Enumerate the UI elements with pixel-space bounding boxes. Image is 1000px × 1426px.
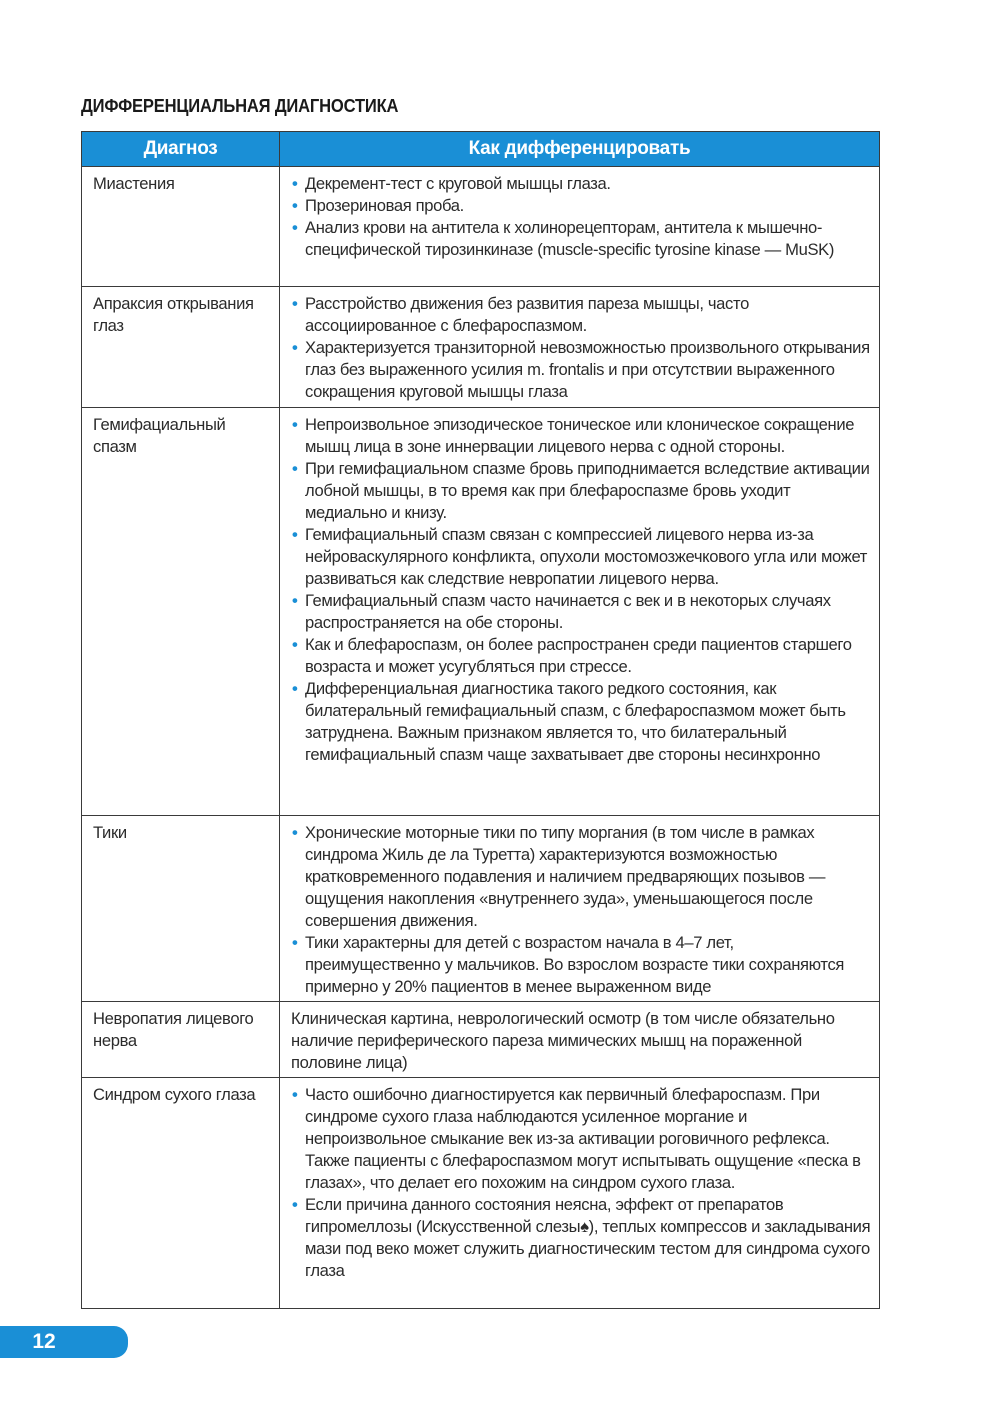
header-how-to-differentiate: Как дифференцировать [280, 132, 880, 167]
list-item: • Тики характерны для детей с возрастом начала в 4–7 лет, преимущественно у мальчиков. Во взрослом возрасте тики сохраняются примерно у 20% пациентов в менее выраженном виде [291, 932, 871, 998]
list-item: • При гемифациальном спазме бровь приподнимается вследствие активации лобной мышцы, в то время как при блефароспазме бровь уходит медиально и книзу. [291, 458, 871, 524]
list-item: • Декремент-тест с круговой мышцы глаза. [291, 173, 871, 195]
diagnosis-cell: Миастения [82, 167, 280, 287]
differentiation-cell [280, 1078, 880, 1309]
list-item: • Гемифациальный спазм связан с компрессией лицевого нерва из-за нейроваскулярного конфликта, опухоли мостомозжечкового угла или может развиваться как следствие невропатии лицевого нерва. [291, 524, 871, 590]
differentiation-cell [280, 408, 880, 816]
list-item: • Дифференциальная диагностика такого редкого состояния, как билатеральный гемифациальный спазм, с блефароспазмом может быть затруднена. Важным признаком является то, что билатеральный гемифациальный спазм чаще захватывает две стороны несинхронно [291, 678, 871, 766]
table-row [82, 1002, 880, 1078]
header-diagnosis: Диагноз [82, 132, 280, 167]
table-row [82, 1078, 880, 1309]
list-item: • Как и блефароспазм, он более распространен среди пациентов старшего возраста и может усугубляться при стрессе. [291, 634, 871, 678]
list-item: • Хронические моторные тики по типу моргания (в том числе в рамках синдрома Жиль де ла Туретта) характеризуются возможностью кратковременного подавления и наличием предваряющих позывов — ощущения накопления «внутреннего зуда», уменьшающегося после совершения движения. [291, 822, 871, 932]
differential-diagnosis-table [81, 131, 880, 1309]
differentiation-cell [280, 287, 880, 408]
table-row [82, 816, 880, 1002]
list-item: • Расстройство движения без развития пареза мышцы, часто ассоциированное с блефароспазмом. [291, 293, 871, 337]
page-number-tab [0, 1326, 128, 1358]
section-title: ДИФФЕРЕНЦИАЛЬНАЯ ДИАГНОСТИКА [81, 96, 399, 116]
list-item: • Если причина данного состояния неясна, эффект от препаратов гипромеллозы (Искусственной слезы♠), теплых компрессов и закладывания мази под веко может служить диагностическим тестом для синдрома сухого глаза [291, 1194, 871, 1282]
table-row [82, 408, 880, 816]
differentiation-cell [280, 1002, 880, 1078]
list-item: • Часто ошибочно диагностируется как первичный блефароспазм. При синдроме сухого глаза наблюдаются усиленное моргание и непроизвольное смыкание век из-за активации роговичного рефлекса. Также пациенты с блефароспазмом могут испытывать ощущение «песка в глазах», что делает его похожим на синдром сухого глаза. [291, 1084, 871, 1194]
page-number: 12 [32, 1330, 56, 1353]
list-item: • Характеризуется транзиторной невозможностью произвольного открывания глаз без выраженного усилия m. frontalis и при отсутствии выраженного сокращения круговой мышцы глаза [291, 337, 871, 403]
diagnosis-cell: Невропатия лицевого нерва [82, 1002, 280, 1078]
list-item: • Анализ крови на антитела к холинорецепторам, антитела к мышечно-специфической тирозинкиназе (muscle-specific tyrosine kinase — MuSK) [291, 217, 871, 261]
table-row [82, 287, 880, 408]
differentiation-cell [280, 167, 880, 287]
diagnosis-cell: Апраксия открывания глаз [82, 287, 280, 408]
table-row [82, 167, 880, 287]
list-item: • Гемифациальный спазм часто начинается с век и в некоторых случаях распространяется на обе стороны. [291, 590, 871, 634]
list-item: • Прозериновая проба. [291, 195, 871, 217]
diagnosis-cell: Тики [82, 816, 280, 1002]
diagnosis-cell: Гемифациальный спазм [82, 408, 280, 816]
diagnosis-cell: Синдром сухого глаза [82, 1078, 280, 1309]
table-header-row [82, 132, 880, 167]
list-item: • Непроизвольное эпизодическое тоническое или клоническое сокращение мышц лица в зоне иннервации лицевого нерва с одной стороны. [291, 414, 871, 458]
plain-text: Клиническая картина, неврологический осмотр (в том числе обязательно наличие периферического пареза мимических мышц на пораженной половине лица) [291, 1009, 835, 1072]
differentiation-cell [280, 816, 880, 1002]
